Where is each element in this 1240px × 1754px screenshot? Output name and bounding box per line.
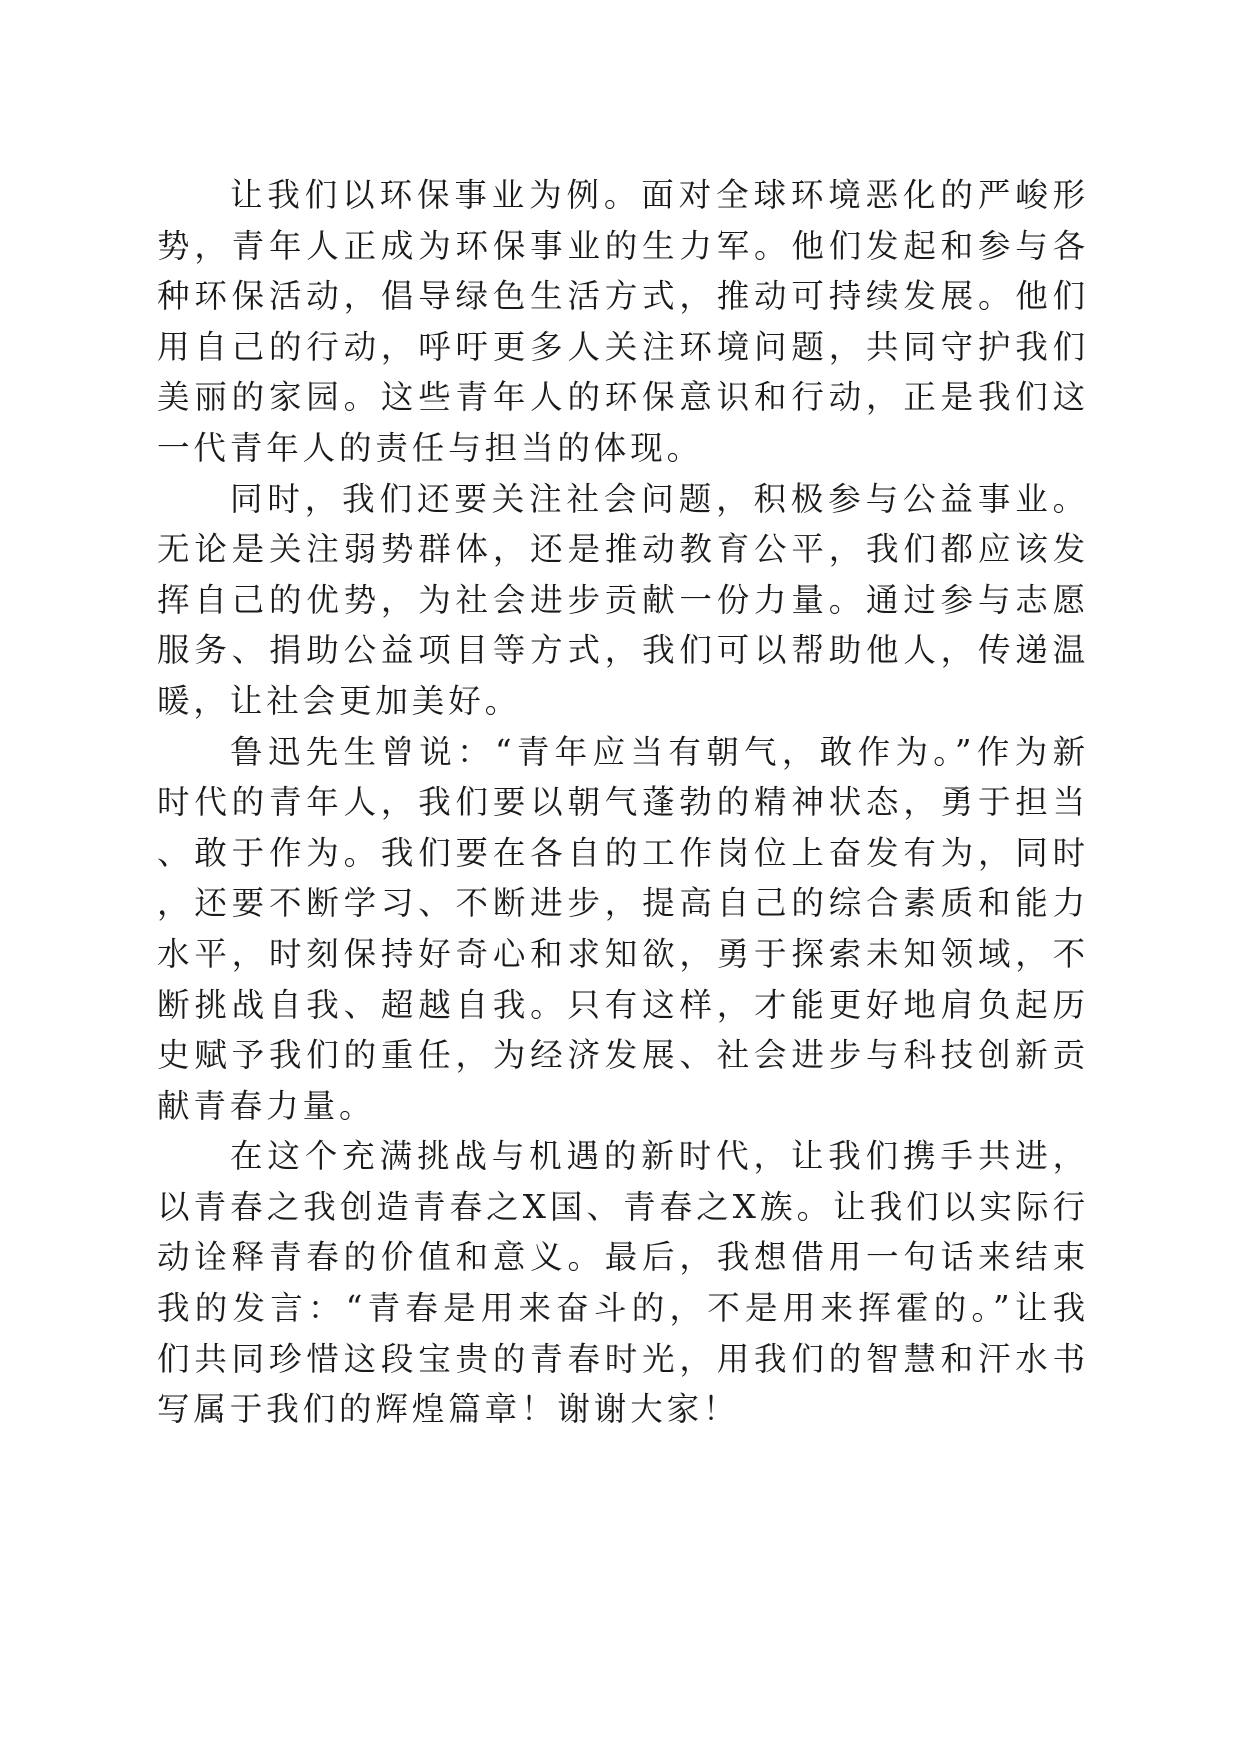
paragraph-closing: 在这个充满挑战与机遇的新时代，让我们携手共进，以青春之我创造青春之X国、青春之X族。让我们以实际行动诠释青春的价值和意义。最后，我想借用一句话来结束我的发言：“青春是用来奋斗的，不是用来挥霍的。”让我们共同珍惜这段宝贵的青春时光，用我们的智慧和汗水书写属于我们的辉煌篇章！谢谢大家！: [157, 1137, 1089, 1429]
paragraph-environment: 让我们以环保事业为例。面对全球环境恶化的严峻形势，青年人正成为环保事业的生力军。他们发起和参与各种环保活动，倡导绿色生活方式，推动可持续发展。他们用自己的行动，呼吁更多人关注环境问题，共同守护我们美丽的家园。这些青年人的环保意识和行动，正是我们这一代青年人的责任与担当的体现。: [157, 176, 1089, 467]
paragraph-public-welfare: 同时，我们还要关注社会问题，积极参与公益事业。无论是关注弱势群体，还是推动教育公平，我们都应该发挥自己的优势，为社会进步贡献一份力量。通过参与志愿服务、捐助公益项目等方式，我们可以帮助他人，传递温暖，让社会更加美好。: [157, 479, 1089, 720]
paragraph-lu-xun-quote: 鲁迅先生曾说：“青年应当有朝气，敢作为。”作为新时代的青年人，我们要以朝气蓬勃的精神状态，勇于担当、敢于作为。我们要在各自的工作岗位上奋发有为，同时，还要不断学习、不断进步，提高自己的综合素质和能力水平，时刻保持好奇心和求知欲，勇于探索未知领域，不断挑战自我、超越自我。只有这样，才能更好地肩负起历史赋予我们的重任，为经济发展、社会进步与科技创新贡献青春力量。: [157, 732, 1089, 1125]
body-text: [157, 170, 1089, 1435]
